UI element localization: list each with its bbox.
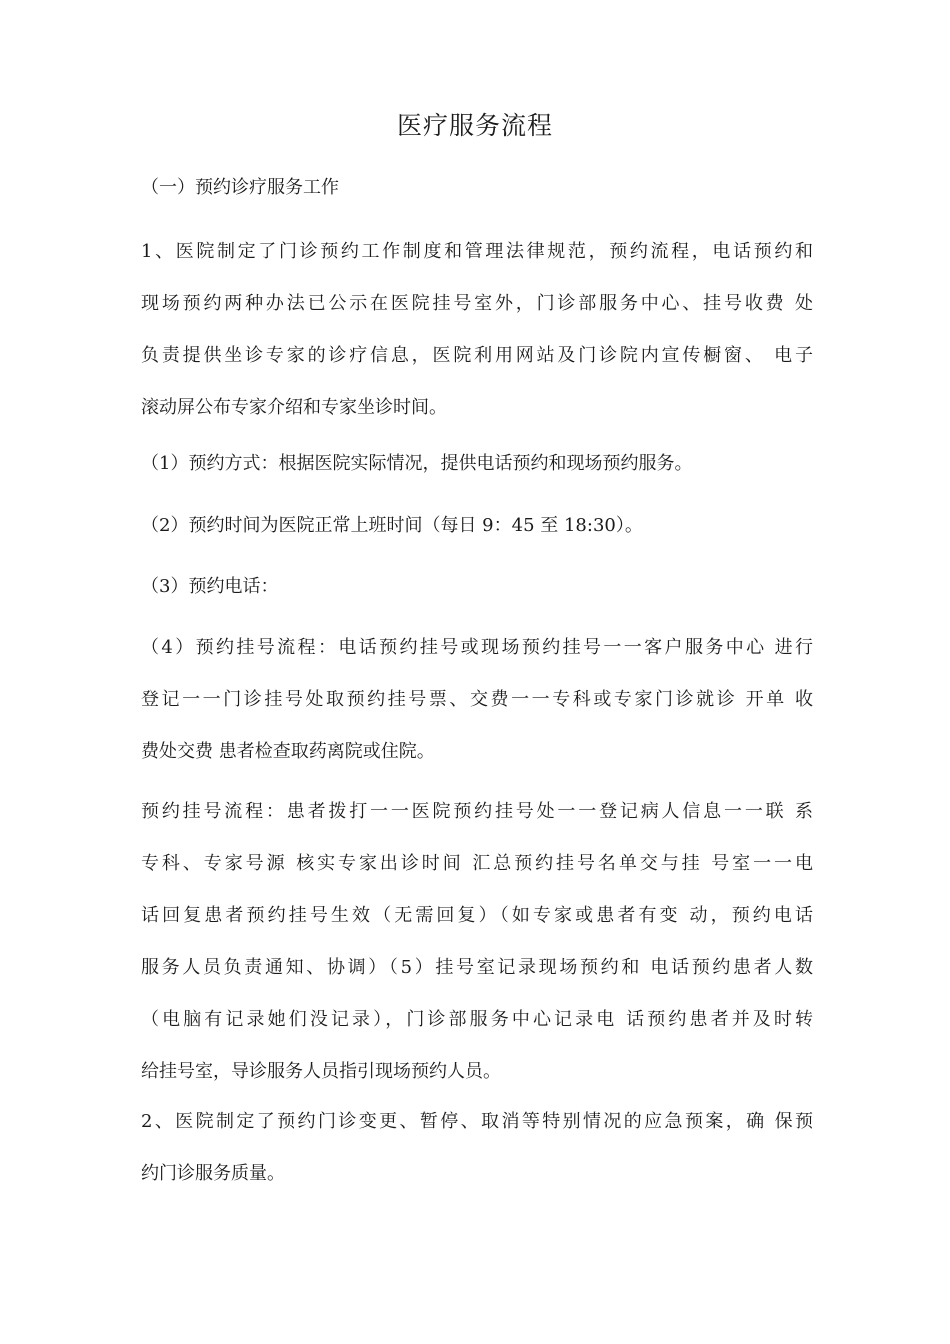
paragraph-line: 负责提供坐诊专家的诊疗信息，医院利用网站及门诊院内宣传橱窗、 电子 — [141, 345, 813, 366]
page-title: 医疗服务流程 — [396, 111, 553, 140]
paragraph-line: 2、医院制定了预约门诊变更、暂停、取消等特别情况的应急预案，确 保预 — [141, 1111, 813, 1132]
paragraph-line: 现场预约两种办法已公示在医院挂号室外，门诊部服务中心、挂号收费 处 — [141, 293, 813, 314]
paragraph-line: 约门诊服务质量。 — [141, 1163, 285, 1184]
paragraph-line: 话回复患者预约挂号生效（无需回复）（如专家或患者有变 动，预约电话 — [141, 905, 813, 926]
section-heading: （一）预约诊疗服务工作 — [141, 177, 339, 198]
paragraph-3 — [141, 1096, 813, 1200]
paragraph-line: 预约挂号流程：患者拨打一一医院预约挂号处一一登记病人信息一一联 系 — [141, 801, 813, 822]
paragraph-line: 费处交费 患者检查取药离院或住院。 — [141, 741, 435, 762]
paragraph-line: （电脑有记录她们没记录），门诊部服务中心记录电 话预约患者并及时转 — [141, 1009, 813, 1030]
list-item-booking-process — [141, 622, 813, 778]
paragraph-1 — [141, 226, 813, 434]
paragraph-line: 服务人员负责通知、协调）（5）挂号室记录现场预约和 电话预约患者人数 — [141, 957, 813, 978]
paragraph-line: 滚动屏公布专家介绍和专家坐诊时间。 — [141, 397, 447, 418]
paragraph-line: 1、医院制定了门诊预约工作制度和管理法律规范，预约流程，电话预约和 — [141, 241, 813, 262]
paragraph-line: 登记一一门诊挂号处取预约挂号票、交费一一专科或专家门诊就诊 开单 收 — [141, 689, 813, 710]
list-item-booking-phone: （3）预约电话： — [141, 576, 279, 597]
list-item-booking-method: （1）预约方式：根据医院实际情况，提供电话预约和现场预约服务。 — [141, 453, 693, 474]
list-item-booking-time: （2）预约时间为医院正常上班时间（每日 9：45 至 18:30）。 — [141, 515, 643, 536]
paragraph-line: 专科、专家号源 核实专家出诊时间 汇总预约挂号名单交与挂 号室一一电 — [141, 853, 813, 874]
paragraph-2 — [141, 786, 813, 1098]
paragraph-line: 给挂号室，导诊服务人员指引现场预约人员。 — [141, 1061, 501, 1082]
paragraph-line: （4）预约挂号流程：电话预约挂号或现场预约挂号一一客户服务中心 进行 — [141, 637, 813, 658]
